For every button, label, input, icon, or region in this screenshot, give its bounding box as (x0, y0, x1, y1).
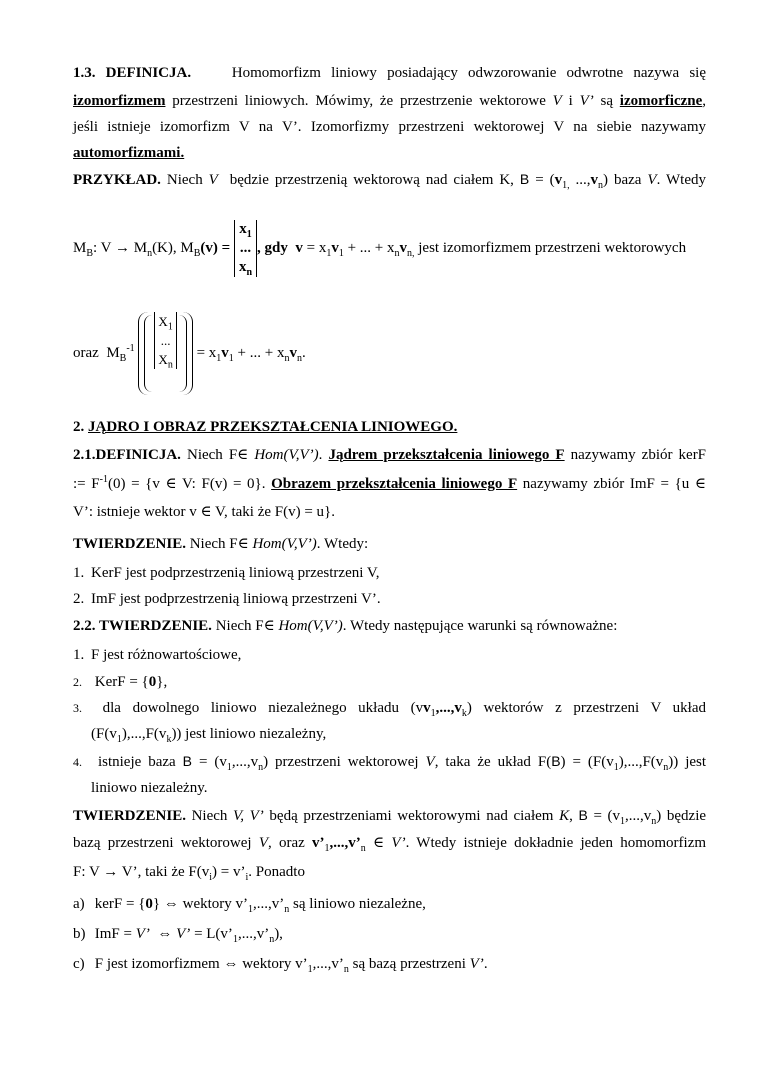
tw22-item-1: 1. F jest różnowartościowe, (73, 647, 242, 663)
def21-text-a: Niech F∈ (186, 447, 249, 463)
def21-label: 2.1.DEFINICJA. (73, 447, 181, 463)
tw22-label: 2.2. TWIERDZENIE. (73, 618, 212, 634)
tw3-item-b: b) ImF = V’ ⇔ V’ = $L(v’_1,...,v’_n)$, (73, 926, 283, 945)
tw1-item-2: 2. ImF jest podprzestrzenią liniową przestrzeni V’. (73, 591, 381, 607)
mb-inverse-formula (73, 312, 706, 382)
mb-end: jest izomorfizmem przestrzeni wektorowych (418, 240, 687, 256)
mb-formula (73, 218, 706, 278)
def13-line2 (73, 92, 706, 110)
def13-label: 1.3. DEFINICJA. (73, 65, 192, 81)
tw1-hom: Hom(V,V’). Wtedy: (252, 536, 369, 552)
def13-text3: jeśli istnieje izomorfizm V na V’. Izomorfizmy przestrzeni wektorowej V na siebie nazywamy (73, 119, 706, 135)
przyklad-label: PRZYKŁAD. (73, 172, 161, 188)
def13-line3 (73, 118, 706, 136)
przyklad-line1 (73, 170, 706, 189)
def13-i: i (568, 93, 573, 109)
tw1-line1 (73, 535, 706, 553)
inverse-arg-matrix: $X_1$ ... $X_n$ (138, 312, 192, 395)
def21-text-c: nazywamy zbiór kerF (570, 447, 707, 463)
tw3-vectors: $v’_1,...,v’_n$ (312, 835, 366, 854)
term-jadro: Jądrem przekształcenia liniowego F (328, 447, 565, 463)
tw22-item-4-cont: liniowo niezależny. (91, 780, 208, 796)
mb-map: $M_B$: $V \to M_n(K)$, $M_B(v)$ = (73, 240, 231, 259)
tw1-text-a: Niech F∈ (189, 536, 249, 552)
przyklad-text-a: Niech (166, 172, 203, 188)
tw1-label: TWIERDZENIE. (73, 536, 186, 552)
def21-text-3: V’: istnieje wektor v ∈ V, taki że F(v) = u}. (73, 504, 336, 520)
tw3-basis: = $(v_1,...,v_n)$ będzie (593, 808, 707, 827)
basis-expr: = ($v_{1,}$ $...,v_n$) baza (535, 172, 642, 191)
section2-heading (73, 418, 706, 436)
def13-vprime: V’ (579, 93, 594, 109)
basis-symbol: B (519, 171, 530, 187)
term-izomorficzne: izomorficzne (619, 93, 703, 109)
tw22-item-4: 4. istnieje baza $B = (v_1,...,v_n)$ przestrzeni wektorowej V, taka że układ $F(B) = (F(v_1),...,F(v_n))$ jest (73, 753, 707, 773)
def21-line3 (73, 503, 706, 521)
tw22-item4-basis: = $(v_1,...,v_n)$ przestrzeni wektorowej (198, 754, 419, 773)
tw22-item-2: 2. KerF = {0}, (73, 674, 168, 690)
tw3-line2: bazą przestrzeni wektorowej V, oraz $v’_1,...,v’_n$ ∈ V’. Wtedy istnieje dokładnie jeden homomorfizm (73, 835, 707, 854)
inv-sum: = $x_1v_1$ + ... + $x_nv_n$. (196, 344, 306, 364)
przyklad-v2: V (647, 172, 657, 188)
tw3-label: TWIERDZENIE. (73, 808, 186, 824)
tw3-item-a: a) kerF = {0} ⇔ wektory $v’_1,...,v’_n$ są liniowo niezależne, (73, 896, 426, 915)
tw3-line3: F: V → V’, taki że $F(v_i)$ = $v’_i$. Ponadto (73, 864, 305, 883)
kerf-def: := $F^{-1}(0) = \{v$ ∈ V: F(v) = 0}. (73, 474, 266, 492)
mb-gdy: , gdy (257, 240, 288, 256)
section2-title: JĄDRO I OBRAZ PRZEKSZTAŁCENIA LINIOWEGO. (88, 419, 458, 435)
tw3-line1: TWIERDZENIE. Niech V, V’ będą przestrzeniami wektorowymi nad ciałem K, $B = (v_1,...,v_n)$ będzie (73, 807, 707, 827)
term-obraz: Obrazem przekształcenia liniowego F (271, 476, 518, 492)
oraz: oraz (73, 344, 99, 361)
tw22-item3-text: dla dowolnego liniowo niezależnego układu $(vv_1,...,v_k)$ wektorów z przestrzeni V układ (102, 700, 706, 719)
term-automorfizmami: automorfizmami. (73, 145, 185, 161)
coordinate-vector: $x_1$ ... $x_n$ (234, 220, 257, 277)
def21-hom: Hom(V,V’). (254, 447, 323, 463)
def21-text-c2: nazywamy zbiór ImF = {u ∈ (522, 476, 706, 492)
tw22-line1 (73, 617, 706, 635)
def13-text2: przestrzeni liniowych. Mówimy, że przestrzenie wektorowe (172, 93, 546, 109)
tw3-item-c: c) F jest izomorfizmem ⇔ wektory $v’_1,...,v’_n$ są bazą przestrzeni V’. (73, 956, 488, 975)
mb-sum: $v = x_1v_1$ + ... + $x_nv_{n,}$ (295, 240, 415, 259)
def13-text1: Homomorfizm liniowy posiadający odwzorowanie odwrotne nazywa się (231, 65, 706, 81)
def21-line2 (73, 475, 706, 493)
inv-m: $M_B^{-1}$ (106, 342, 135, 364)
przyklad-text-b: będzie przestrzenią wektorową nad ciałem K, (229, 172, 514, 188)
def21-line1 (73, 446, 706, 464)
def13-v: V (552, 93, 562, 109)
def13-line4 (73, 144, 706, 162)
tw22-text-a: Niech F∈ (215, 618, 275, 634)
tw1-item-1: 1. KerF jest podprzestrzenią liniową przestrzeni V, (73, 565, 380, 581)
def13-comma: , (702, 93, 707, 109)
term-izomorfizm: izomorfizmem (73, 93, 166, 109)
def13-line1 (73, 64, 706, 82)
przyklad-v: V (208, 172, 218, 188)
tw22-hom: Hom(V,V’). Wtedy następujące warunki są równoważne: (278, 618, 618, 634)
przyklad-text-end: . Wtedy (656, 172, 707, 188)
tw22-item-3-cont: $(F(v_1),...,F(v_k))$ jest liniowo niezależny, (91, 726, 327, 745)
section2-num: 2. (73, 419, 85, 435)
tw22-item-3: 3. dla dowolnego liniowo niezależnego układu $(vv_1,...,v_k)$ wektorów z przestrzeni V układ (73, 700, 706, 719)
def13-sa: są (600, 93, 614, 109)
